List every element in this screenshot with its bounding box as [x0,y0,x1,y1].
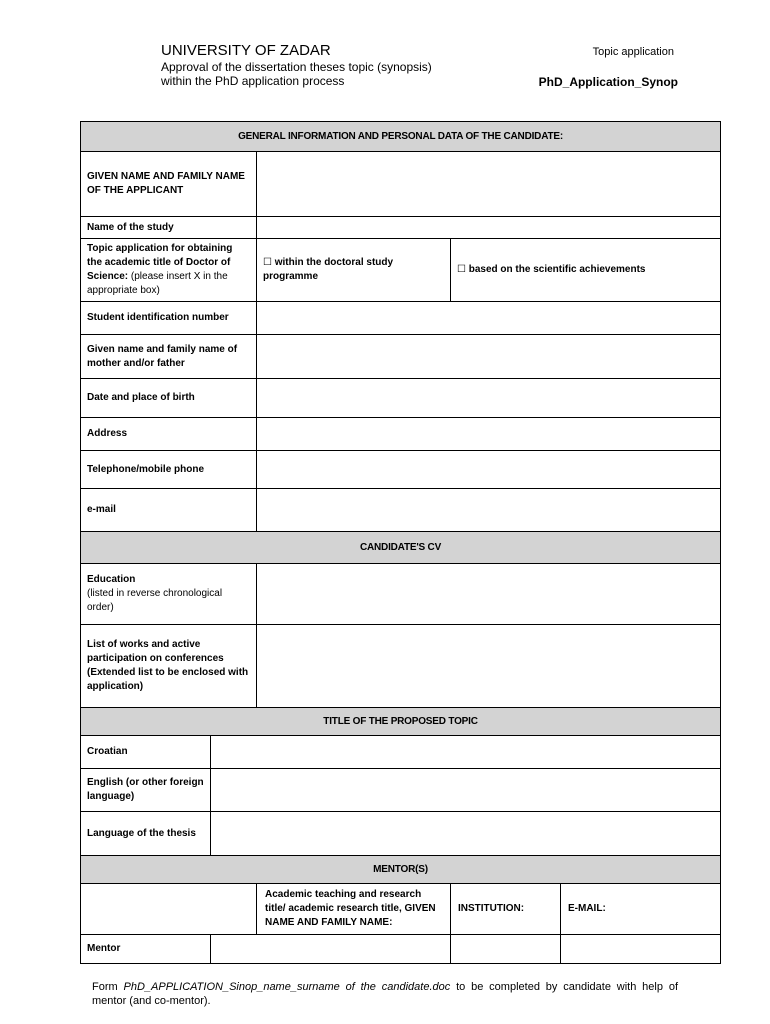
topic-application-bold: Topic application for obtaining the academic title of Doctor of Science: [87,243,233,282]
label-education [81,564,257,625]
header-subtitle-line2: within the PhD application process [161,74,345,88]
label-study-name: Name of the study [81,217,257,239]
application-form [80,121,721,964]
topic-application-note: (please insert X in the appropriate box) [87,271,228,296]
mentor-email-field[interactable] [561,935,721,964]
works-field[interactable] [257,625,721,708]
study-name-field[interactable] [257,217,721,239]
section-cv-header: CANDIDATE'S CV [81,532,721,564]
education-field[interactable] [257,564,721,625]
option-scientific-achievements[interactable] [451,239,721,302]
label-parents: Given name and family name of mother and/or father [81,335,257,379]
label-language: Language of the thesis [81,812,211,856]
col-header-email: E-MAIL: [561,884,721,935]
croatian-title-field[interactable] [211,736,721,769]
section-title-header: TITLE OF THE PROPOSED TOPIC [81,708,721,736]
checkbox-scientific-achievements[interactable]: ☐ [457,264,466,275]
mentor-institution-field[interactable] [451,935,561,964]
col-header-institution: INSTITUTION: [451,884,561,935]
checkbox-doctoral-programme[interactable]: ☐ [263,257,272,268]
mentor-header-blank [81,884,257,935]
english-title-field[interactable] [211,769,721,812]
label-phone: Telephone/mobile phone [81,451,257,489]
phone-field[interactable] [257,451,721,489]
footer-suffix: to be completed by candidate with help of mentor (and co-mentor). [92,981,678,1007]
label-works: List of works and active participation on conferences (Extended list to be enclosed with application) [81,625,257,708]
birth-field[interactable] [257,379,721,418]
option-doctoral-label: within the doctoral study programme [263,257,394,282]
label-topic-application [81,239,257,302]
footer-filename: PhD_APPLICATION_Sinop_name_surname of the candidate.doc [123,981,451,993]
label-email: e-mail [81,489,257,532]
footer-prefix: Form [92,981,124,993]
label-address: Address [81,418,257,451]
label-student-id: Student identification number [81,302,257,335]
document-header [161,42,432,88]
label-english: English (or other foreign language) [81,769,211,812]
option-doctoral-programme[interactable] [257,239,451,302]
education-note: (listed in reverse chronological order) [87,588,223,613]
university-name: UNIVERSITY OF ZADAR [161,42,331,59]
footer-note [92,980,678,1008]
language-field[interactable] [211,812,721,856]
label-birth: Date and place of birth [81,379,257,418]
section-general-header: GENERAL INFORMATION AND PERSONAL DATA OF THE CANDIDATE: [81,122,721,152]
mentor-name-field[interactable] [211,935,451,964]
section-mentors-header: MENTOR(S) [81,856,721,884]
col-header-title: Academic teaching and research title/ academic research title, GIVEN NAME AND FAMILY NAME: [257,884,451,935]
form-code: PhD_Application_Synop [538,75,678,89]
doc-type: Topic application [592,46,674,58]
header-subtitle-line1: Approval of the dissertation theses topic (synopsis) [161,60,432,74]
student-id-field[interactable] [257,302,721,335]
address-field[interactable] [257,418,721,451]
given-name-field[interactable] [257,152,721,217]
label-mentor: Mentor [81,935,211,964]
email-field[interactable] [257,489,721,532]
option-scientific-label: based on the scientific achievements [468,264,646,275]
label-given-name: GIVEN NAME AND FAMILY NAME OF THE APPLICANT [81,152,257,217]
parents-field[interactable] [257,335,721,379]
label-croatian: Croatian [81,736,211,769]
education-label: Education [87,574,136,585]
